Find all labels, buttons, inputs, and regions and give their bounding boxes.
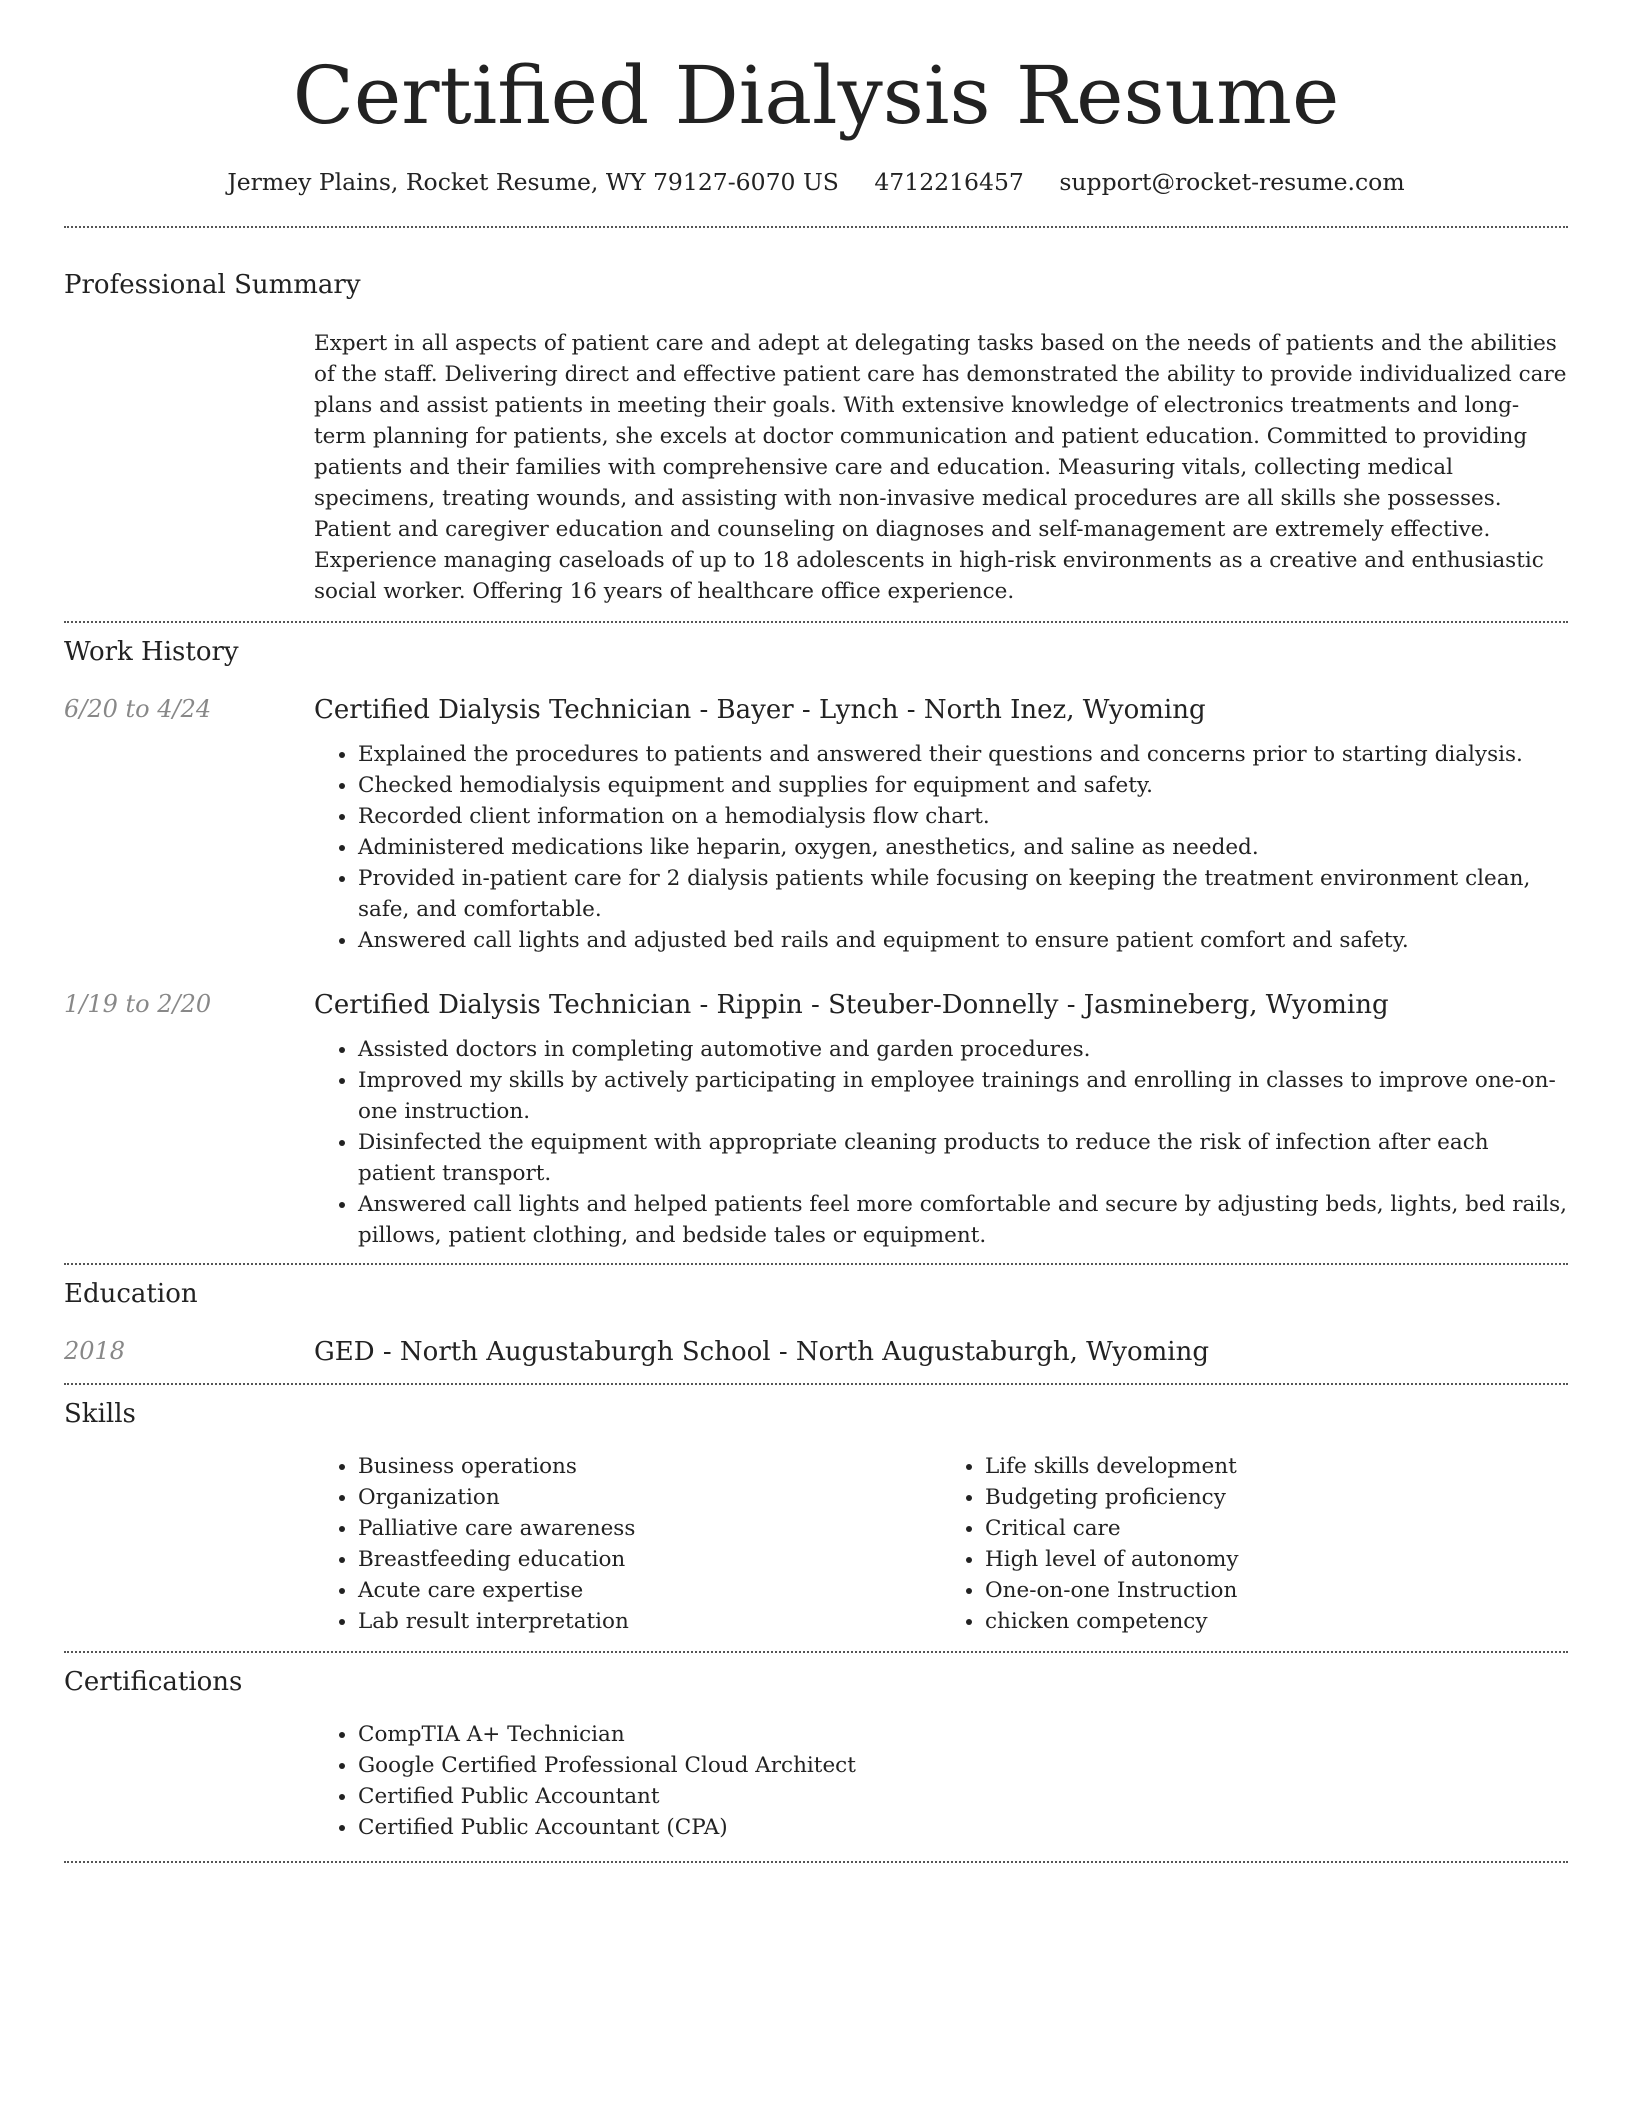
resume-title: Certified Dialysis Resume	[292, 49, 1340, 142]
summary-text: Expert in all aspects of patient care and adept at delegating tasks based on the needs of patients and the abilities of the staff. Delivering direct and effective patient care has demonstrated the ability to provide individualized care plans and assist patients in meeting their goals. With extensive knowledge of electronics treatments and long-term planning for patients, she excels at doctor communication and patient education. Committed to providing patients and their families with comprehensive care and education. Measuring vitals, collecting medical specimens, treating wounds, and assisting with non-invasive medical procedures are all skills she possesses. Patient and caregiver education and counseling on diagnoses and self-management are extremely effective. Experience managing caseloads of up to 18 adolescents in high-risk environments as a creative and enthusiastic social worker. Offering 16 years of healthcare office experience.	[314, 331, 1567, 604]
job-bullet: • Provided in-patient care for 2 dialysis patients while focusing on keeping the treatment environment clean, safe, and comfortable.	[358, 863, 1568, 925]
section-heading-certifications: Certifications	[64, 1667, 243, 1697]
job-bullet: • Assisted doctors in completing automotive and garden procedures.	[358, 1034, 1568, 1065]
skill-item: • chicken competency	[985, 1606, 1568, 1637]
certification-item: • Google Certified Professional Cloud Architect	[358, 1750, 1568, 1781]
education-degree: GED - North Augustaburgh School - North Augustaburgh, Wyoming	[314, 1337, 1210, 1367]
job-bullets-row	[64, 1034, 1568, 1251]
skill-item: • Budgeting proficiency	[985, 1482, 1568, 1513]
education-entry	[64, 1337, 1568, 1367]
job-bullet: • Answered call lights and adjusted bed rails and equipment to ensure patient comfort and safety.	[358, 925, 1568, 956]
job-entry	[64, 990, 1568, 1020]
section-heading-education: Education	[64, 1279, 198, 1309]
divider	[64, 1383, 1568, 1385]
contact-phone: 4712216457	[874, 168, 1024, 196]
skill-item: • Acute care expertise	[358, 1575, 941, 1606]
skill-item: • Critical care	[985, 1513, 1568, 1544]
contact-line	[64, 168, 1568, 196]
job-dates: 1/19 to 2/20	[64, 990, 212, 1018]
job-bullet: • Disinfected the equipment with appropriate cleaning products to reduce the risk of infection after each patient transport.	[358, 1127, 1568, 1189]
skills-list-right	[941, 1451, 1568, 1637]
summary-row	[64, 328, 1568, 607]
certification-item: • Certified Public Accountant	[358, 1781, 1568, 1812]
certification-item: • Certified Public Accountant (CPA)	[358, 1812, 1568, 1843]
divider	[64, 1861, 1568, 1863]
job-bullet: • Administered medications like heparin, oxygen, anesthetics, and saline as needed.	[358, 832, 1568, 863]
skill-item: • High level of autonomy	[985, 1544, 1568, 1575]
job-bullets	[314, 739, 1568, 956]
skill-item: • One-on-one Instruction	[985, 1575, 1568, 1606]
skill-item: • Lab result interpretation	[358, 1606, 941, 1637]
divider	[64, 1651, 1568, 1653]
job-bullets-row	[64, 739, 1568, 956]
job-entry	[64, 695, 1568, 725]
certification-item: • CompTIA A+ Technician	[358, 1719, 1568, 1750]
job-bullet: • Recorded client information on a hemodialysis flow chart.	[358, 801, 1568, 832]
contact-address: Jermey Plains, Rocket Resume, WY 79127-6070 US	[227, 168, 839, 196]
job-bullets	[314, 1034, 1568, 1251]
skills-row	[64, 1451, 1568, 1637]
divider	[64, 226, 1568, 228]
resume-page	[64, 0, 1568, 1863]
education-year: 2018	[64, 1337, 126, 1365]
section-heading-summary: Professional Summary	[64, 270, 361, 300]
job-dates: 6/20 to 4/24	[64, 695, 212, 723]
job-title: Certified Dialysis Technician - Rippin - Steuber-Donnelly - Jasmineberg, Wyoming	[314, 990, 1389, 1020]
certifications-list	[314, 1719, 1568, 1843]
section-heading-work: Work History	[64, 637, 239, 667]
divider	[64, 1263, 1568, 1265]
skill-item: • Business operations	[358, 1451, 941, 1482]
skill-item: • Life skills development	[985, 1451, 1568, 1482]
job-bullet: • Explained the procedures to patients and answered their questions and concerns prior to starting dialysis.	[358, 739, 1568, 770]
job-bullet: • Improved my skills by actively participating in employee trainings and enrolling in classes to improve one-on-one instruction.	[358, 1065, 1568, 1127]
skill-item: • Breastfeeding education	[358, 1544, 941, 1575]
job-title: Certified Dialysis Technician - Bayer - Lynch - North Inez, Wyoming	[314, 695, 1206, 725]
skills-list-left	[314, 1451, 941, 1637]
skill-item: • Palliative care awareness	[358, 1513, 941, 1544]
job-bullet: • Checked hemodialysis equipment and supplies for equipment and safety.	[358, 770, 1568, 801]
contact-email: support@rocket-resume.com	[1059, 168, 1405, 196]
job-bullet: • Answered call lights and helped patients feel more comfortable and secure by adjusting beds, lights, bed rails, pillows, patient clothing, and bedside tales or equipment.	[358, 1189, 1568, 1251]
skill-item: • Organization	[358, 1482, 941, 1513]
certifications-row	[64, 1719, 1568, 1843]
divider	[64, 621, 1568, 623]
section-heading-skills: Skills	[64, 1399, 136, 1429]
